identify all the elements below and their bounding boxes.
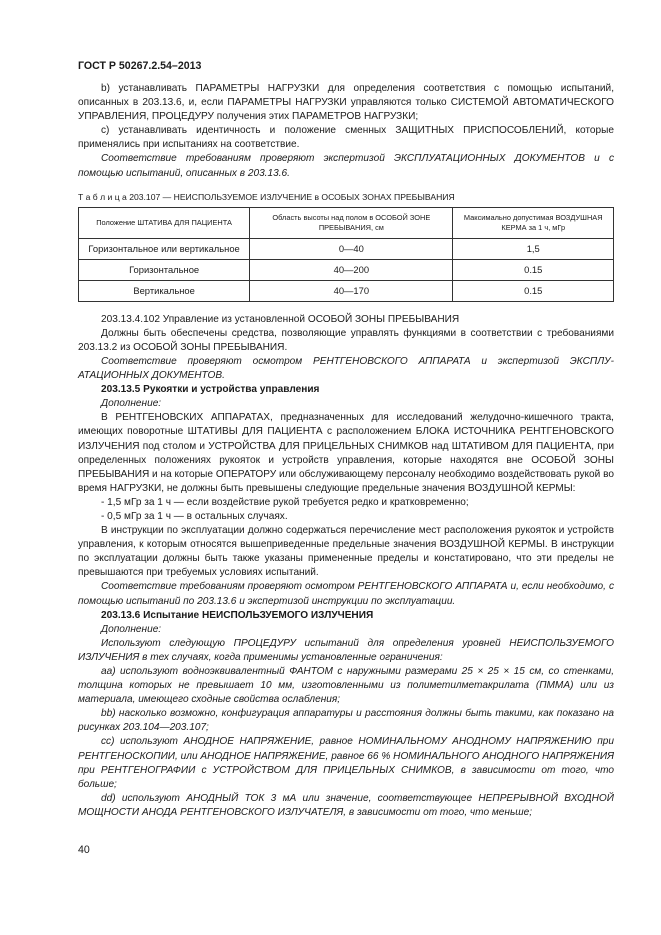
table-cell: Горизонтальное [79,259,250,280]
intro-item-c: с) устанавливать идентичность и положение сменных ЗАЩИТНЫХ ПРИСПОСОБЛЕНИЙ, которые применялись при испытаниях на соответствие. [78,125,614,151]
section-102-heading: 203.13.4.102 Управление из установленной ОСОБОЙ ЗОНЫ ПРЕБЫВАНИЯ [101,313,460,325]
section-5-addition: Дополнение: [101,398,162,410]
table-row [79,280,614,301]
section-5-compliance: Соответствие требованиям проверяют осмотром РЕНТГЕНОВСКОГО АППАРАТА и, если необходимо, с помощью испытаний по 203.13.6 и экспертизой инструкции по эксплуатации. [78,581,614,607]
page-number: 40 [78,844,90,856]
section-6-text: Используют следующую ПРОЦЕДУРУ испытаний для определения уровней НЕИСПОЛЬЗУЕМОГО ИЗЛУЧЕНИЯ в тех случаях, когда применимы установленные ограничения: [78,637,614,663]
table-cell: Вертикальное [79,280,250,301]
table-caption-text: 203.107 — НЕИСПОЛЬЗУЕМОЕ ИЗЛУЧЕНИЕ в ОСОБЫХ ЗОНАХ ПРЕБЫВАНИЯ [129,191,455,202]
section-6-heading: 203.13.6 Испытание НЕИСПОЛЬЗУЕМОГО ИЗЛУЧЕНИЯ [101,609,374,621]
table-cell: 0.15 [453,259,614,280]
table-cell: 1,5 [453,238,614,259]
intro-compliance: Соответствие требованиям проверяют экспертизой ЭКСПЛУАТАЦИОННЫХ ДОКУМЕНТОВ и с помощью испытаний, описанных в 203.13.6. [78,153,614,179]
section-102-text: Должны быть обеспечены средства, позволяющие управлять функциями в соответствии с требованиями 203.13.2 из ОСОБОЙ ЗОНЫ ПРЕБЫВАНИЯ. [78,327,614,353]
section-6-item-cc: сс) используют АНОДНОЕ НАПРЯЖЕНИЕ, равное НОМИНАЛЬНОМУ АНОДНОМУ НАПРЯЖЕНИЮ при РЕНТГЕНОСКОПИИ, или АНОДНОЕ НАПРЯЖЕНИЕ, равное 66 % НОМИНАЛЬНОГО АНОДНОГО НАПРЯЖЕНИЯ при РЕНТГЕНОГРАФИИ с УСТРОЙСТВОМ ДЛЯ ПРИЦЕЛЬНЫХ СНИМКОВ, в зависимости от того, что больше; [78,736,614,790]
list-item: - 0,5 мГр за 1 ч — в остальных случаях. [101,510,288,522]
section-6-item-dd: dd) используют АНОДНЫЙ ТОК 3 мА или значение, соответствующее НЕПРЕРЫВНОЙ ВХОДНОЙ МОЩНОСТИ АНОДА РЕНТГЕНОВСКОГО ИЗЛУЧАТЕЛЯ, в зависимости от того, что меньше; [78,792,614,818]
table-caption [78,192,614,203]
section-6-item-bb: bb) насколько возможно, конфигурация аппаратуры и расстояния должны быть такими, как показано на рисунках 203.104—203.107; [78,708,614,734]
table-row [79,238,614,259]
table-row [79,259,614,280]
table-cell: 0.15 [453,280,614,301]
table-caption-label: Т а б л и ц а [78,191,127,202]
section-6-item-aa: аа) используют водноэквивалентный ФАНТОМ с наружными размерами 25 × 25 × 15 см, со стенками, толщина которых не превышает 10 мм, изготовленными из полиметилметакрилата (ПММА) или из материала, имеющего сходные свойства ослабления; [78,666,614,706]
section-102-compliance: Соответствие проверяют осмотром РЕНТГЕНОВСКОГО АППАРАТА и экспертизой ЭКСПЛУАТАЦИОННЫХ ДОКУМЕНТОВ. [78,355,614,382]
section-5-heading: 203.13.5 Рукоятки и устройства управления [101,384,320,396]
section-6-addition: Дополнение: [101,623,162,635]
section-5-text-2: В инструкции по эксплуатации должно содержаться перечисление мест расположения рукояток и устройств управления, к которым относятся вышеприведенные предельные значения ВОЗДУШНОЙ КЕРМЫ. В инструкции по эксплуатации должны быть также указаны примененные пределы и констатировано, что эти пределы не превышаются при требуемых условиях испытаний. [78,525,614,579]
table-header-row [79,207,614,238]
standard-header: ГОСТ Р 50267.2.54–2013 [78,60,202,72]
document-body [78,82,614,820]
table-header-cell: Максимально допустимая ВОЗДУШНАЯ КЕРМА за 1 ч, мГр [453,207,614,238]
intro-item-b: b) устанавливать ПАРАМЕТРЫ НАГРУЗКИ для определения соответствия с помощью испытаний, описанных в 203.13.6, и, если ПАРАМЕТРЫ НАГРУЗКИ управляются только СИСТЕМОЙ АВТОМАТИЧЕСКОГО УПРАВЛЕНИЯ, ПРОЦЕДУРУ получения этих ПАРАМЕТРОВ НАГРУЗКИ; [78,83,614,123]
radiation-table [78,207,614,302]
table-cell: Горизонтальное или вертикальное [79,238,250,259]
section-5-text: В РЕНТГЕНОВСКИХ АППАРАТАХ, предназначенных для исследований желудочно-кишечного тракта, имеющих поворотные ШТАТИВЫ ДЛЯ ПАЦИЕНТА с расположением БЛОКА ИСТОЧНИКА РЕНТГЕНОВСКОГО ИЗЛУЧЕНИЯ под столом и УСТРОЙСТВА ДЛЯ ПРИЦЕЛЬНЫХ СНИМКОВ над ШТАТИВОМ ДЛЯ ПАЦИЕНТА, при определенных положениях рукояток и устройств управления, которые находятся вне ОСОБОЙ ЗОНЫ ПРЕБЫВАНИЯ и на которые ОПЕРАТОРУ или обслуживающему персоналу необходимо воздействовать рукой во время НАГРУЗКИ, не должны быть превышены следующие предельные значения ВОЗДУШНОЙ КЕРМЫ: [78,412,614,494]
table-cell: 40—170 [250,280,453,301]
table-header-cell: Положение ШТАТИВА ДЛЯ ПАЦИЕНТА [79,207,250,238]
table-cell: 0—40 [250,238,453,259]
table-cell: 40—200 [250,259,453,280]
table-header-cell: Область высоты над полом в ОСОБОЙ ЗОНЕ ПРЕБЫВАНИЯ, см [250,207,453,238]
list-item: - 1,5 мГр за 1 ч — если воздействие рукой требуется редко и кратковременно; [101,496,469,508]
